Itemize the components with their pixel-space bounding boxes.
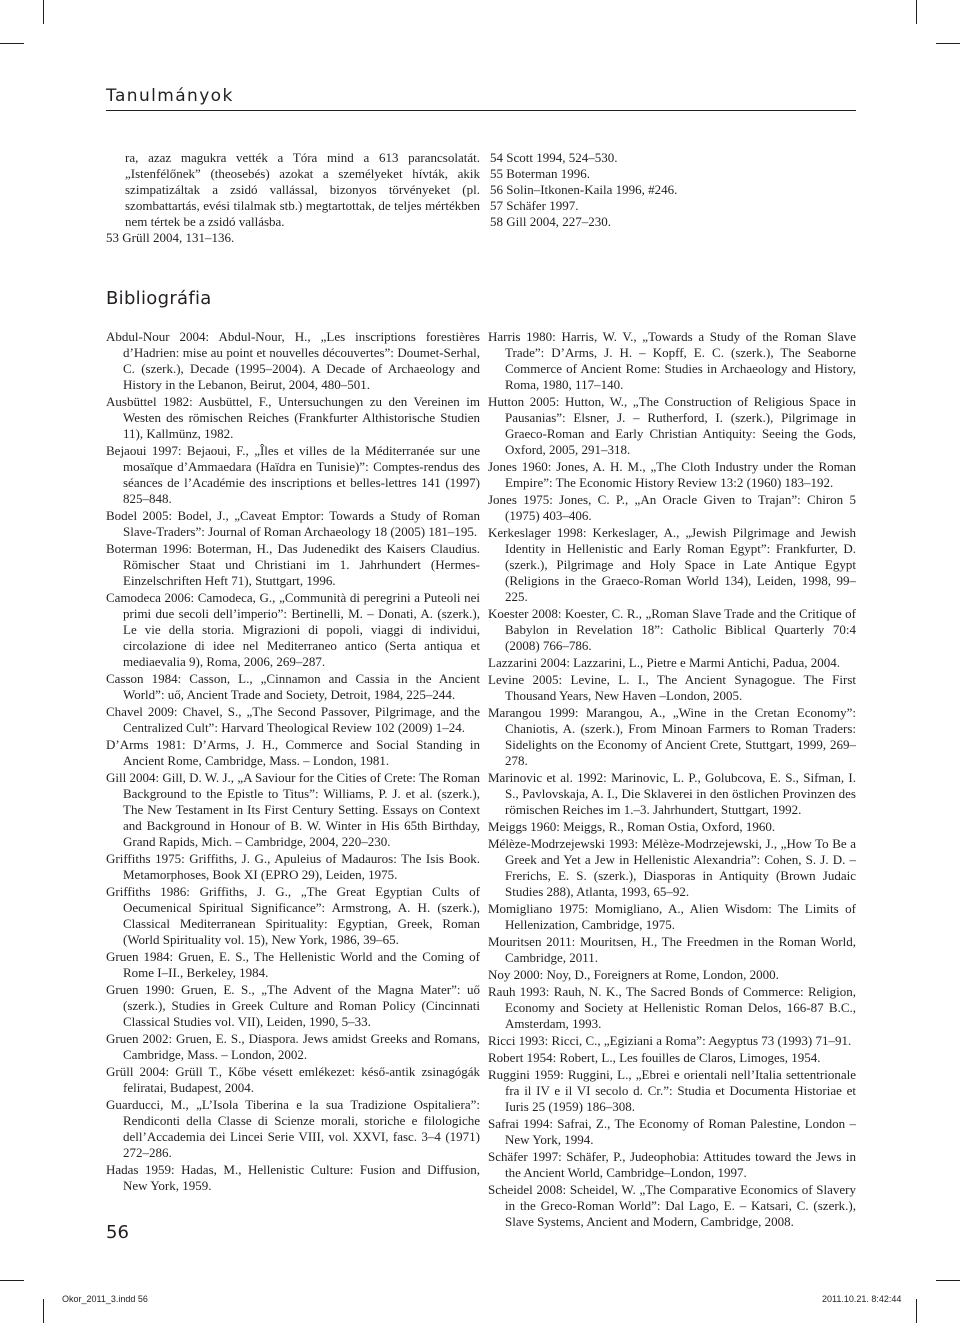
- bib-entry: Rauh 1993: Rauh, N. K., The Sacred Bonds of Commerce: Religion, Economy and Society at Hellenistic Roman Delos, 166-87 B.C., Amsterdam, 1993.: [488, 984, 856, 1031]
- bib-entry: Jones 1960: Jones, A. H. M., „The Cloth Industry under the Roman Empire”: The Economic History Review 13:2 (1960) 183–192.: [488, 459, 856, 490]
- bib-entry: Mélèze-Modrzejewski 1993: Mélèze-Modrzejewski, J., „How To Be a Greek and Yet a Jew in Hellenistic Alexandria”: Cohen, S. J. D. – Frerichs, E. S. (szerk.), Diasporas in Antiquity (Brown Judaic Studies 288), Atlanta, 1993, 65–92.: [488, 836, 856, 899]
- bib-entry: Bejaoui 1997: Bejaoui, F., „Îles et villes de la Méditerranée sur une mosaïque d’Ammaedara (Haïdra en Tunisie)”: Comptes-rendus des séances de l’Académie des inscriptions et belles-lettres 141 (1997) 825–848.: [106, 443, 480, 506]
- footnote-57: 57 Schäfer 1997.: [490, 198, 579, 213]
- bib-entry: Safrai 1994: Safrai, Z., The Economy of Roman Palestine, London – New York, 1994.: [488, 1116, 856, 1147]
- bibliography-column-left: [106, 329, 480, 1195]
- footnotes-left: [106, 150, 480, 246]
- bib-entry: Scheidel 2008: Scheidel, W. „The Comparative Economics of Slavery in the Greco-Roman World”: Dal Lago, E. – Katsari, C. (szerk.), Slave Systems, Ancient and Modern, Cambridge, 2008.: [488, 1182, 856, 1229]
- bib-entry: Marangou 1999: Marangou, A., „Wine in the Cretan Economy”: Chaniotis, A. (szerk.), From Minoan Farmers to Roman Traders: Sidelights on the Economy of Ancient Crete, Stuttgart, 1999, 269–278.: [488, 705, 856, 768]
- footnote-continuation: ra, azaz magukra vették a Tóra mind a 613 parancsolatát. „Istenfélőnek” (theosebés) azokat a személyeket hívták, akik szimpatizáltak a zsidó vallással, bizonyos törvényeket (pl. szombattartás, evési tilalmak stb.) megtartottak, de teljes mértékben nem tértek be a zsidó vallásba.: [125, 150, 480, 229]
- footnote-58: 58 Gill 2004, 227–230.: [490, 214, 611, 229]
- bib-entry: Gruen 1990: Gruen, E. S., „The Advent of the Magna Mater”: uő (szerk.), Studies in Greek Culture and Roman Policy (Cincinnati Classical Studies vol. VII), Leiden, 1990, 5–33.: [106, 982, 480, 1029]
- bib-entry: Bodel 2005: Bodel, J., „Caveat Emptor: Towards a Study of Roman Slave-Traders”: Journal of Roman Archaeology 18 (2005) 181–195.: [106, 508, 480, 539]
- bib-entry: Levine 2005: Levine, L. I., The Ancient Synagogue. The First Thousand Years, New Haven –London, 2005.: [488, 672, 856, 703]
- crop-mark: [936, 1280, 960, 1281]
- crop-mark: [916, 0, 917, 24]
- bib-entry: Meiggs 1960: Meiggs, R., Roman Ostia, Oxford, 1960.: [488, 819, 776, 834]
- bib-entry: Casson 1984: Casson, L., „Cinnamon and Cassia in the Ancient World”: uő, Ancient Trade and Society, Detroit, 1984, 225–244.: [106, 671, 480, 702]
- bib-entry: Ricci 1993: Ricci, C., „Egiziani a Roma”: Aegyptus 73 (1993) 71–91.: [488, 1033, 852, 1048]
- footnote-54: 54 Scott 1994, 524–530.: [490, 150, 618, 165]
- slug-date: 2011.10.21. 8:42:44: [822, 1294, 902, 1304]
- bib-entry: Abdul-Nour 2004: Abdul-Nour, H., „Les inscriptions forestières d’Hadrien: mise au point et nouvelles découvertes”: Doumet-Serhal, C. (szerk.), Decade (1995–2004). A Decade of Archaeology and History in the Lebanon, Beirut, 2004, 480–501.: [106, 329, 480, 392]
- bib-entry: Jones 1975: Jones, C. P., „An Oracle Given to Trajan”: Chiron 5 (1975) 403–406.: [488, 492, 856, 523]
- slug-file: Okor_2011_3.indd 56: [62, 1294, 148, 1304]
- bib-entry: Gruen 1984: Gruen, E. S., The Hellenistic World and the Coming of Rome I–II., Berkeley, 1984.: [106, 949, 480, 980]
- footnote-56: 56 Solin–Itkonen-Kaila 1996, #246.: [490, 182, 678, 197]
- bib-entry: Momigliano 1975: Momigliano, A., Alien Wisdom: The Limits of Hellenization, Cambridge, 1975.: [488, 901, 856, 932]
- crop-mark: [43, 0, 44, 24]
- footnotes-right: [490, 150, 856, 230]
- bib-entry: Gill 2004: Gill, D. W. J., „A Saviour for the Cities of Crete: The Roman Background to the Epistle to Titus”: Williams, P. J. et al. (szerk.), The New Testament in Its First Century Setting. Essays on Context and Background in Honour of B. W. Winter in His 65th Birthday, Grand Rapids, Mich. – Cambridge, 2004, 220–230.: [106, 770, 480, 849]
- bib-entry: Grüll 2004: Grüll T., Kőbe vésett emlékezet: késő-antik zsinagógák feliratai, Budapest, 2004.: [106, 1064, 480, 1095]
- bib-entry: Griffiths 1975: Griffiths, J. G., Apuleius of Madauros: The Isis Book. Metamorphoses, Book XI (EPRO 29), Leiden, 1975.: [106, 851, 480, 882]
- crop-mark: [0, 1280, 24, 1281]
- bib-entry: Lazzarini 2004: Lazzarini, L., Pietre e Marmi Antichi, Padua, 2004.: [488, 655, 840, 670]
- bib-entry: Griffiths 1986: Griffiths, J. G., „The Great Egyptian Cults of Oecumenical Spiritual Significance”: Armstrong, A. H. (szerk.), Classical Mediterranean Spirituality: Egyptian, Greek, Roman (World Spirituality vol. 15), New York, 1986, 39–65.: [106, 884, 480, 947]
- bib-entry: Boterman 1996: Boterman, H., Das Judenedikt des Kaisers Claudius. Römischer Staat und Christiani im 1. Jahrhundert (Hermes-Einzelschriften Heft 71), Stuttgart, 1996.: [106, 541, 480, 588]
- bib-entry: Koester 2008: Koester, C. R., „Roman Slave Trade and the Critique of Babylon in Revelation 18”: Catholic Biblical Quarterly 70:4 (2008) 766–786.: [488, 606, 856, 653]
- bib-entry: Schäfer 1997: Schäfer, P., Judeophobia: Attitudes toward the Jews in the Ancient World, Cambridge–London, 1997.: [488, 1149, 856, 1180]
- bib-entry: Ausbüttel 1982: Ausbüttel, F., Untersuchungen zu den Vereinen im Westen des römischen Reiches (Frankfurter Althistorische Studien 11), Kallmünz, 1982.: [106, 394, 480, 441]
- footnote-53: 53 Grüll 2004, 131–136.: [106, 230, 235, 245]
- bib-entry: Hutton 2005: Hutton, W., „The Construction of Religious Space in Pausanias”: Elsner, J. – Rutherford, I. (szerk.), Pilgrimage in Graeco-Roman and Early Christian Antiquity: Seeing the Gods, Oxford, 2005, 291–318.: [488, 394, 856, 457]
- page-number: 56: [106, 1222, 129, 1243]
- bib-entry: Gruen 2002: Gruen, E. S., Diaspora. Jews amidst Greeks and Romans, Cambridge, Mass. – London, 2002.: [106, 1031, 480, 1062]
- bib-entry: Chavel 2009: Chavel, S., „The Second Passover, Pilgrimage, and the Centralized Cult”: Harvard Theological Review 102 (2009) 1–24.: [106, 704, 480, 735]
- bib-entry: Hadas 1959: Hadas, M., Hellenistic Culture: Fusion and Diffusion, New York, 1959.: [106, 1162, 480, 1193]
- crop-mark: [0, 43, 24, 44]
- crop-mark: [43, 1299, 44, 1323]
- bibliography-column-right: [488, 329, 856, 1231]
- bib-entry: Harris 1980: Harris, W. V., „Towards a Study of the Roman Slave Trade”: D’Arms, J. H. – Kopff, E. C. (szerk.), The Seaborne Commerce of Ancient Rome: Studies in Archaeology and History, Roma, 1980, 117–140.: [488, 329, 856, 392]
- section-title: Bibliográfia: [106, 288, 212, 309]
- bib-entry: Kerkeslager 1998: Kerkeslager, A., „Jewish Pilgrimage and Jewish Identity in Hellenistic and Early Roman Egypt”: Frankfurter, D. (szerk.), Pilgrimage and Holy Space in Late Antique Egypt (Religions in the Graeco-Roman World 134), Leiden, 1998, 99–225.: [488, 525, 856, 604]
- header-rule: [106, 110, 856, 111]
- bib-entry: Guarducci, M., „L’Isola Tiberina e la sua Tradizione Ospitaliera”: Rendiconti della Classe di Scienze morali, storiche e filologiche dell’Accademia dei Lincei Serie VIII, vol. XXVI, fasc. 3–4 (1971) 272–286.: [106, 1097, 480, 1160]
- bib-entry: Noy 2000: Noy, D., Foreigners at Rome, London, 2000.: [488, 967, 779, 982]
- crop-mark: [936, 43, 960, 44]
- bib-entry: Robert 1954: Robert, L., Les fouilles de Claros, Limoges, 1954.: [488, 1050, 821, 1065]
- crop-mark: [916, 1299, 917, 1323]
- footnote-55: 55 Boterman 1996.: [490, 166, 591, 181]
- bib-entry: Mouritsen 2011: Mouritsen, H., The Freedmen in the Roman World, Cambridge, 2011.: [488, 934, 856, 965]
- bib-entry: Ruggini 1959: Ruggini, L., „Ebrei e orientali nell’Italia settentrionale fra il IV e il VI secolo d. Cr.”: Studia et Documenta Historiae et Iuris 25 (1959) 186–308.: [488, 1067, 856, 1114]
- bib-entry: Camodeca 2006: Camodeca, G., „Communità di peregrini a Puteoli nei primi due secoli dell’imperio”: Bertinelli, M. – Donati, A. (szerk.), Le vie della storia. Migrazioni di popoli, viaggi di individui, circolazione di idee nel Mediterraneo antico (Serta antiqua et mediaevalia 9), Roma, 2006, 269–287.: [106, 590, 480, 669]
- bib-entry: Marinovic et al. 1992: Marinovic, L. P., Golubcova, E. S., Sifman, I. S., Pavlovskaja, A. I., Die Sklaverei in den östlichen Provinzen des römischen Reiches im 1.–3. Jahrhundert, Stuttgart, 1992.: [488, 770, 856, 817]
- running-header: Tanulmányok: [106, 86, 234, 106]
- bib-entry: D’Arms 1981: D’Arms, J. H., Commerce and Social Standing in Ancient Rome, Cambridge, Mass. – London, 1981.: [106, 737, 480, 768]
